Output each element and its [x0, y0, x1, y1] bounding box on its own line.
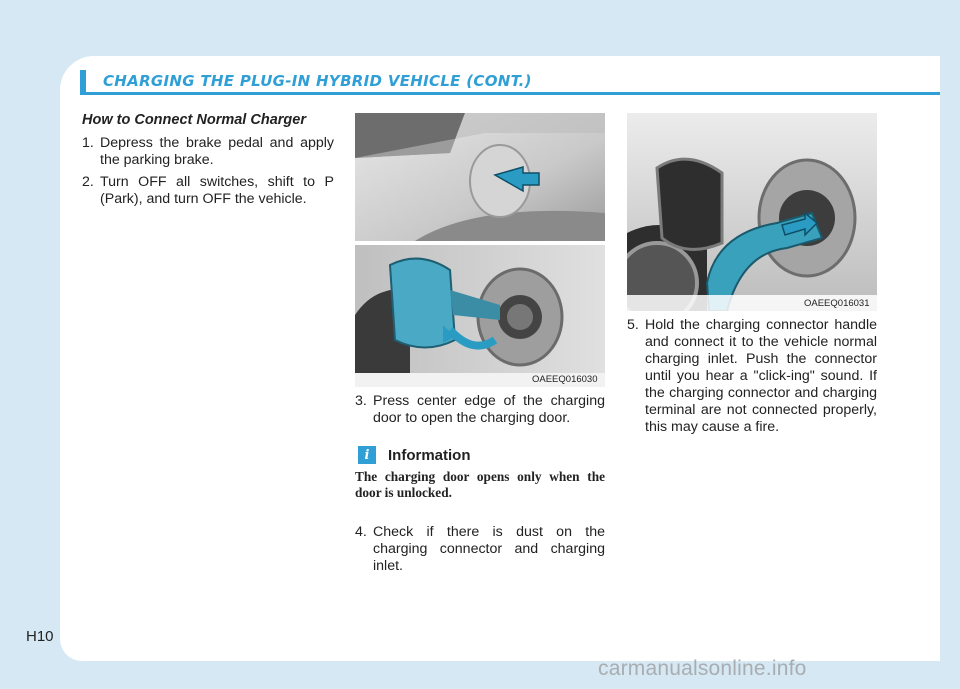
title-underline	[80, 92, 940, 95]
step-4	[355, 524, 605, 575]
information-title: Information	[388, 446, 471, 464]
step-number: 1.	[82, 135, 94, 151]
step-number: 4.	[355, 524, 367, 540]
figure-charging-door-closed	[355, 113, 605, 241]
step-text: Turn OFF all switches, shift to P (Park), and turn OFF the vehicle.	[100, 174, 334, 207]
page-number: H10	[26, 628, 54, 645]
title-accent-bar	[80, 70, 86, 92]
step-number: 5.	[627, 317, 639, 333]
section-title: CHARGING THE PLUG-IN HYBRID VEHICLE (CONT.)	[103, 72, 532, 90]
step-3	[355, 393, 605, 427]
section-heading: How to Connect Normal Charger	[82, 112, 306, 128]
info-icon: i	[358, 446, 376, 464]
step-text: Check if there is dust on the charging connector and charging inlet.	[373, 524, 605, 574]
step-number: 2.	[82, 174, 94, 190]
figure-charger-connected	[627, 113, 877, 311]
step-5	[627, 317, 877, 436]
watermark: carmanualsonline.info	[598, 657, 807, 680]
figure-code: OAEEQ016030	[532, 374, 598, 385]
step-1	[82, 135, 334, 169]
step-text: Hold the charging connector handle and connect it to the vehicle normal charging inlet. Push the connector until you hear a "click-ing" sound. If the charging connector and charging terminal are not connected properly, this may cause a fire.	[645, 317, 877, 435]
step-2	[82, 174, 334, 208]
right-column	[627, 317, 877, 441]
figure-code: OAEEQ016031	[804, 298, 870, 309]
information-body: The charging door opens only when the door is unlocked.	[355, 469, 605, 500]
middle-column-lower	[355, 524, 605, 580]
left-column	[82, 112, 334, 213]
figure-charging-door-open	[355, 245, 605, 387]
step-text: Press center edge of the charging door to open the charging door.	[373, 393, 605, 426]
step-number: 3.	[355, 393, 367, 409]
step-text: Depress the brake pedal and apply the parking brake.	[100, 135, 334, 168]
information-header	[358, 446, 471, 464]
middle-column	[355, 393, 605, 432]
